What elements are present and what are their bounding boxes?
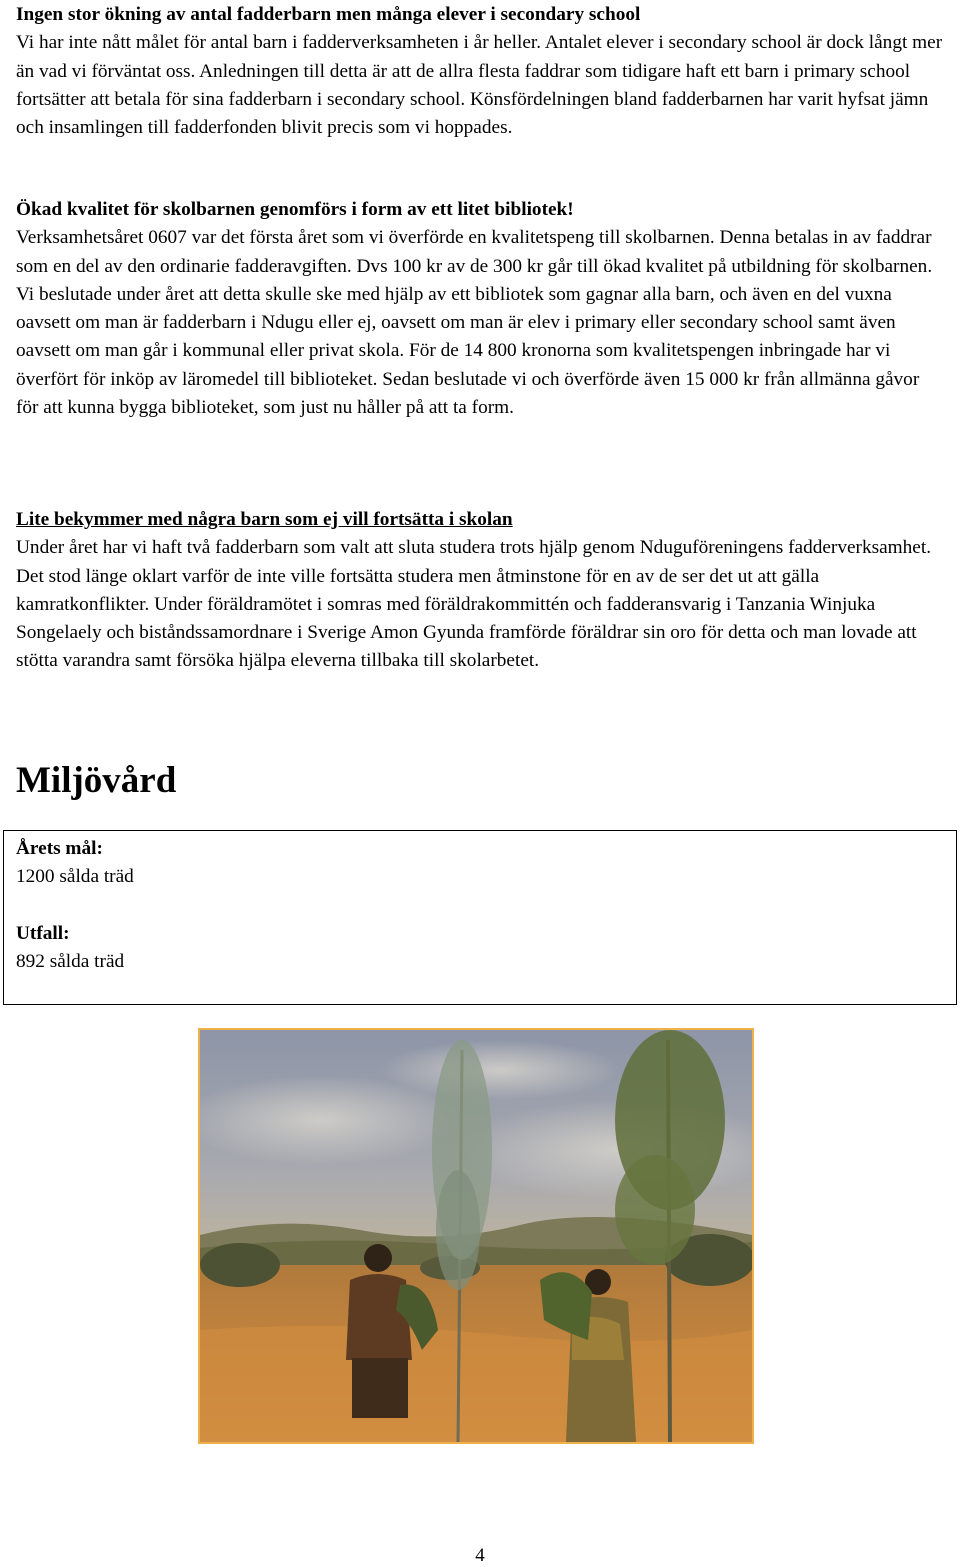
photo-illustration xyxy=(200,1030,752,1442)
goal-label: Årets mål: xyxy=(16,838,103,859)
section-library xyxy=(16,196,946,422)
section-heading: Ökad kvalitet för skolbarnen genomförs i form av ett litet bibliotek! xyxy=(16,199,574,220)
section-body: Vi har inte nått målet för antal barn i fadderverksamheten i år heller. Antalet elever i secondary school är dock långt mer än vad vi förväntat oss. Anledningen till detta är att de allra flesta faddrar som tidigare haft ett barn i primary school fortsätter att betala för sina fadderbarn i secondary school. Könsfördelningen bland fadderbarnen har varit hyfsat jämn och insamlingen till fadderfonden blivit precis som vi hoppades. xyxy=(16,32,943,139)
section-body: Verksamhetsåret 0607 var det första året som vi överförde en kvalitetspeng till skolbarnen. Denna betalas in av faddrar som en del av den ordinarie fadderavgiften. Dvs 100 kr av de 300 kr går till ökad kvalitet på utbildning för skolbarnen. Vi beslutade under året att detta skulle ske med hjälp av ett bibliotek som gagnar alla barn, och även en del vuxna oavsett om man är fadderbarn i Ndugu eller ej, oavsett om man är elev i primary eller secondary school samt även oavsett om man går i kommunal eller privat skola. För de 14 800 kronorna som kvalitetspengen inbringade har vi överfört för inköp av läromedel till biblioteket. Sedan beslutade vi och överförde även 15 000 kr från allmänna gåvor för att kunna bygga biblioteket, som just nu håller på att ta form. xyxy=(16,227,933,419)
spacer xyxy=(4,892,956,920)
goal-value: 1200 sålda träd xyxy=(16,866,134,888)
section-heading: Ingen stor ökning av antal fadderbarn men många elever i secondary school xyxy=(16,4,641,25)
outcome-value: 892 sålda träd xyxy=(16,950,125,972)
section-dropouts xyxy=(16,506,946,676)
section-sponsor-children xyxy=(16,1,946,142)
outcome-label: Utfall: xyxy=(16,922,70,944)
goal-box xyxy=(3,830,957,1005)
section-body: Under året har vi haft två fadderbarn som valt att sluta studera trots hjälp genom Nduguföreningens fadderverksamhet. Det stod länge oklart varför de inte ville fortsätta studera men åtminstone för en av de ser det ut att gälla kamratkonflikter. Under föräldramötet i somras med föräldrakommittén och fadderansvarig i Tanzania Winjuka Songelaely och biståndssamordnare i Sverige Amon Gyunda framförde föräldrar sin oro för detta och man lovade att stötta varandra samt försöka hjälpa eleverna tillbaka till skolarbetet. xyxy=(16,537,932,672)
chapter-title: Miljövård xyxy=(16,760,177,801)
section-heading: Lite bekymmer med några barn som ej vill fortsätta i skolan xyxy=(16,509,513,530)
tree-planting-photo xyxy=(198,1028,754,1444)
page-number: 4 xyxy=(475,1545,485,1566)
